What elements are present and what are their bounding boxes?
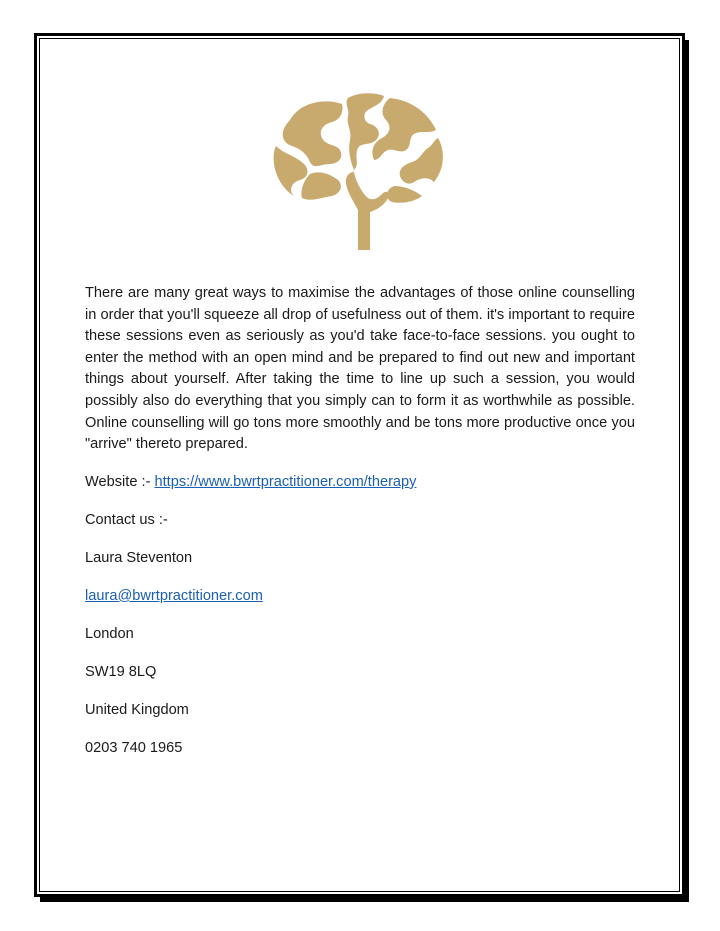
email-link[interactable]: laura@bwrtpractitioner.com [85,587,263,604]
contact-city: London [85,625,134,642]
contact-country: United Kingdom [85,701,189,718]
contact-phone: 0203 740 1965 [85,739,183,756]
website-link[interactable]: https://www.bwrtpractitioner.com/therapy [154,473,417,490]
contact-heading: Contact us :- [85,511,168,528]
document-content [85,283,635,776]
website-label: Website :- [85,473,155,490]
contact-email-line [85,586,635,608]
website-line [85,472,635,494]
contact-postcode: SW19 8LQ [85,663,157,680]
brain-tree-logo [270,90,450,252]
contact-name: Laura Steventon [85,549,193,566]
body-paragraph: There are many great ways to maximise the advantages of those online counselling in order that you'll squeeze all drop of usefulness out of them. it's important to require these sessions even as seriously as you'd take face-to-face sessions. you ought to enter the method with an open mind and be prepared to find out new and important things about yourself. After taking the time to line up such a session, you would possibly also do everything that you simply can to form it as worthwhile as possible. Online counselling will go tons more smoothly and be tons more productive once you "arrive" thereto prepared. [85,285,635,453]
